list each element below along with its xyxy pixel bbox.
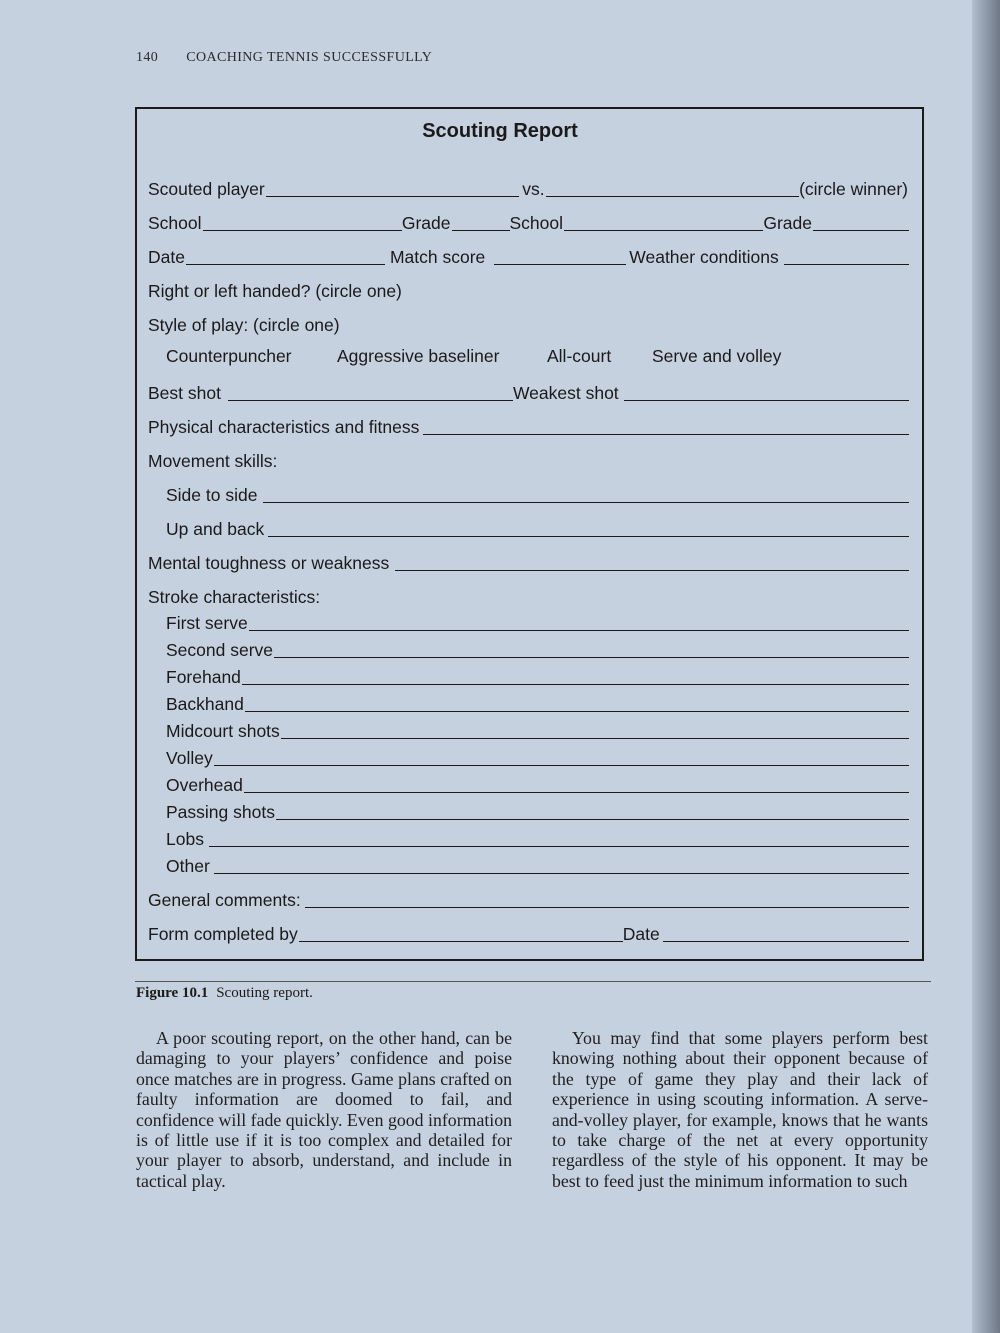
row-best-weakest xyxy=(148,380,909,404)
row-stroke-item xyxy=(166,745,909,769)
label-handed: Right or left handed? (circle one) xyxy=(148,281,402,301)
label-match-score: Match score xyxy=(389,247,486,267)
field-first-serve[interactable] xyxy=(249,630,909,631)
label-up-and-back: Up and back xyxy=(166,519,265,539)
label-overhead: Overhead xyxy=(166,775,243,795)
figure-caption-text: Scouting report. xyxy=(216,985,313,1001)
label-passing-shots: Passing shots xyxy=(166,802,275,822)
label-style-of-play: Style of play: (circle one) xyxy=(148,315,340,335)
label-school-2: School xyxy=(509,213,564,233)
field-mental[interactable] xyxy=(395,570,909,571)
label-general-comments: General comments: xyxy=(148,890,301,910)
label-mental: Mental toughness or weakness xyxy=(148,553,390,573)
label-scouted-player: Scouted player xyxy=(148,179,265,199)
label-forehand: Forehand xyxy=(166,667,241,687)
label-side-to-side: Side to side xyxy=(166,485,258,505)
row-stroke-item xyxy=(166,610,909,634)
label-second-serve: Second serve xyxy=(166,640,274,660)
row-physical xyxy=(148,414,909,438)
row-handed xyxy=(148,278,909,302)
field-school-2[interactable] xyxy=(564,230,763,231)
figure-caption xyxy=(136,985,313,1002)
label-physical: Physical characteristics and fitness xyxy=(148,417,420,437)
row-stroke-item xyxy=(166,799,909,823)
figure-label: Figure 10.1 xyxy=(136,985,209,1001)
form-title: Scouting Report xyxy=(422,120,578,142)
row-stroke-item xyxy=(166,826,909,850)
paragraph: You may find that some players perform best knowing nothing about their opponent because of the type of game they play and their lack of experience in using scouting information. A serve-and-volley player, for example, knows that he wants to take charge of the net at every opportunity regardless of the style of his opponent. It may be best to feed just the minimum information to such xyxy=(552,1028,928,1191)
label-vs: vs. xyxy=(522,179,545,199)
row-mental xyxy=(148,550,909,574)
label-grade-1: Grade xyxy=(401,213,451,233)
row-date-score-weather xyxy=(148,244,909,268)
row-stroke-item xyxy=(166,772,909,796)
label-circle-winner: (circle winner) xyxy=(799,179,908,199)
body-column-right xyxy=(552,1028,928,1191)
row-scouted-player xyxy=(148,176,909,200)
row-up-and-back xyxy=(166,516,909,540)
label-weather: Weather conditions xyxy=(629,247,779,267)
field-up-and-back[interactable] xyxy=(268,536,909,537)
row-side-to-side xyxy=(166,482,909,506)
row-stroke-item xyxy=(166,853,909,877)
row-stroke-item xyxy=(166,664,909,688)
field-date[interactable] xyxy=(186,264,385,265)
label-school-1: School xyxy=(148,213,202,233)
row-stroke xyxy=(148,584,909,608)
field-scouted-player[interactable] xyxy=(266,196,519,197)
label-volley: Volley xyxy=(166,748,213,768)
field-school-1[interactable] xyxy=(203,230,402,231)
field-second-serve[interactable] xyxy=(274,657,909,658)
label-midcourt-shots: Midcourt shots xyxy=(166,721,280,741)
field-match-score[interactable] xyxy=(494,264,626,265)
row-stroke-item xyxy=(166,691,909,715)
label-weakest-shot: Weakest shot xyxy=(512,383,619,403)
field-forehand[interactable] xyxy=(242,684,909,685)
label-stroke: Stroke characteristics: xyxy=(148,587,321,607)
body-column-left xyxy=(136,1028,512,1191)
row-school-grade xyxy=(148,210,909,234)
page-number: 140 xyxy=(136,50,159,65)
field-lobs[interactable] xyxy=(209,846,909,847)
style-option[interactable]: Serve and volley xyxy=(652,346,782,366)
label-completed-by: Form completed by xyxy=(148,924,298,944)
field-passing-shots[interactable] xyxy=(276,819,909,820)
field-weather[interactable] xyxy=(784,264,909,265)
field-physical[interactable] xyxy=(423,434,909,435)
field-opponent[interactable] xyxy=(546,196,799,197)
row-movement xyxy=(148,448,909,472)
row-style-of-play xyxy=(148,312,909,336)
field-grade-1[interactable] xyxy=(452,230,510,231)
field-best-shot[interactable] xyxy=(228,400,513,401)
label-best-shot: Best shot xyxy=(148,383,221,403)
label-date: Date xyxy=(148,247,185,267)
field-overhead[interactable] xyxy=(244,792,909,793)
field-backhand[interactable] xyxy=(245,711,909,712)
label-backhand: Backhand xyxy=(166,694,244,714)
field-other[interactable] xyxy=(214,873,909,874)
label-first-serve: First serve xyxy=(166,613,248,633)
field-side-to-side[interactable] xyxy=(263,502,909,503)
book-title: COACHING TENNIS SUCCESSFULLY xyxy=(186,50,433,65)
style-option[interactable]: Aggressive baseliner xyxy=(337,346,500,366)
row-stroke-item xyxy=(166,718,909,742)
style-option[interactable]: All-court xyxy=(547,346,612,366)
field-date-completed[interactable] xyxy=(663,941,909,942)
row-completed-by xyxy=(148,921,909,945)
label-date-completed: Date xyxy=(622,924,660,944)
running-head xyxy=(136,50,432,66)
figure-rule xyxy=(135,981,931,982)
field-grade-2[interactable] xyxy=(813,230,909,231)
style-options xyxy=(166,346,781,367)
book-spine-shadow xyxy=(972,0,1000,1333)
paragraph: A poor scouting report, on the other hand, can be damaging to your players’ confidence and poise once matches are in progress. Game plans crafted on faulty information are doomed to fail, and confidence will fade quickly. Even good information is of little use if it is too complex and detailed for your player to absorb, understand, and include in tactical play. xyxy=(136,1028,512,1191)
label-other: Other xyxy=(166,856,210,876)
style-option[interactable]: Counterpuncher xyxy=(166,346,292,366)
row-stroke-item xyxy=(166,637,909,661)
field-volley[interactable] xyxy=(214,765,909,766)
field-midcourt-shots[interactable] xyxy=(281,738,909,739)
label-movement: Movement skills: xyxy=(148,451,278,471)
label-lobs: Lobs xyxy=(166,829,204,849)
row-general-comments xyxy=(148,887,909,911)
field-completed-by[interactable] xyxy=(299,941,623,942)
field-weakest-shot[interactable] xyxy=(624,400,909,401)
label-grade-2: Grade xyxy=(763,213,812,233)
field-general-comments[interactable] xyxy=(305,907,909,908)
